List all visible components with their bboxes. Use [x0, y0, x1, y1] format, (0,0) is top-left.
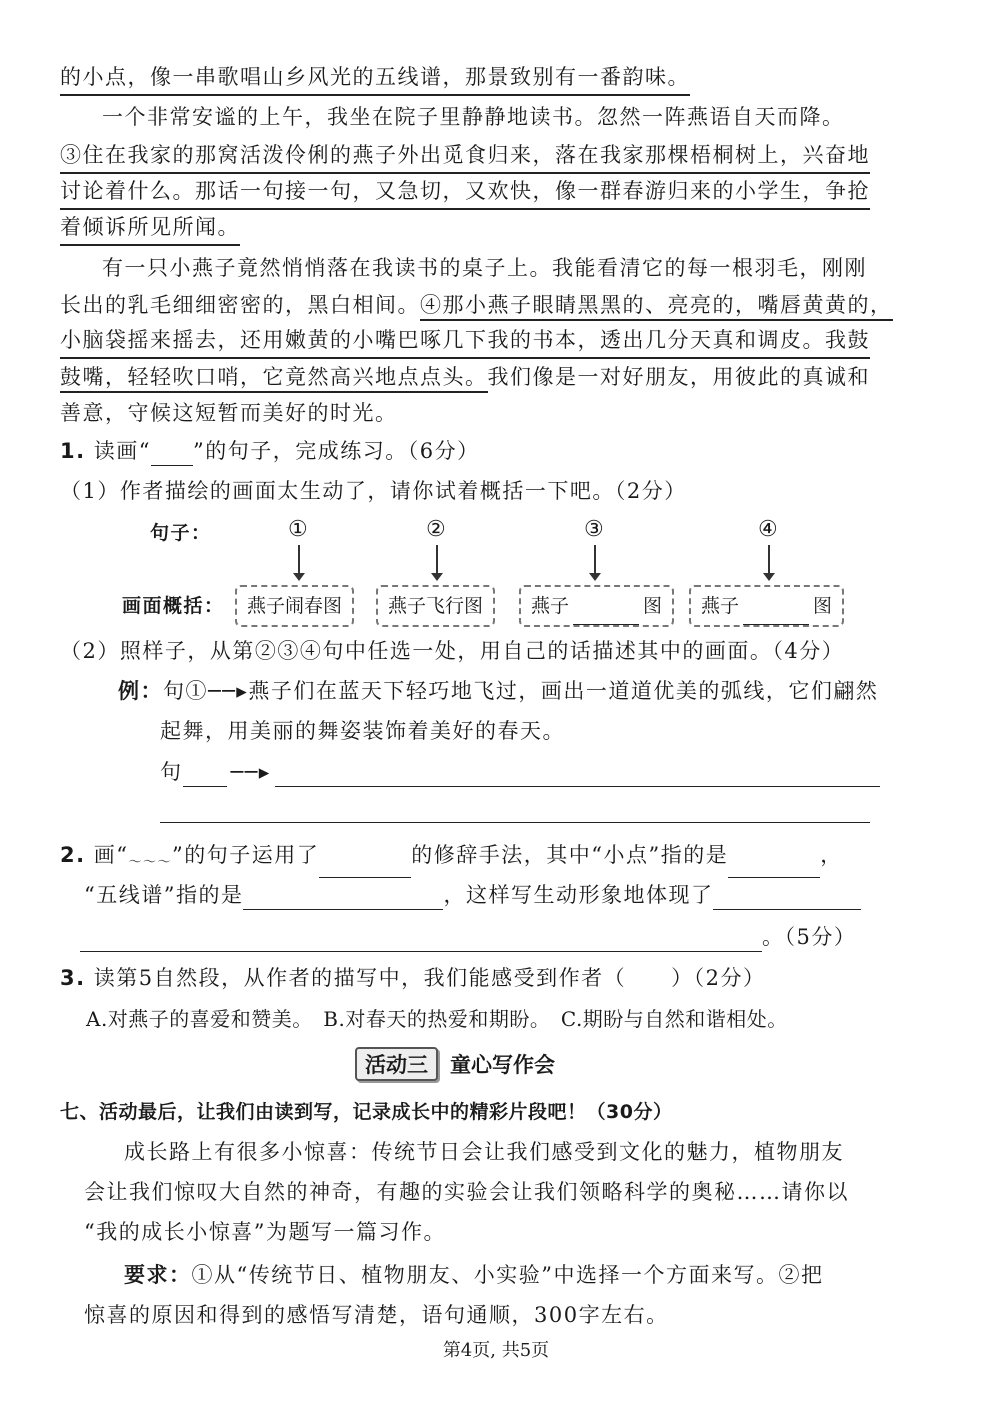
q2-line-3	[80, 922, 856, 952]
summary-box-2: 燕子飞行图	[376, 585, 495, 627]
q2-blank-reflect-b[interactable]	[80, 925, 762, 952]
summary-box-3-blank[interactable]	[573, 600, 639, 625]
q1-sub2: （2）照样子，从第②③④句中任选一处，用自己的话描述其中的画面。（4分）	[60, 639, 845, 663]
summary-box-4[interactable]	[689, 585, 844, 627]
q3-options[interactable]: A.对燕子的喜爱和赞美。 B.对春天的热爱和期盼。 C.期盼与自然和谐相处。	[86, 1007, 788, 1031]
q2-line-2	[84, 880, 861, 910]
q2-wavy-sample: ～～～	[128, 855, 173, 870]
q3-number: 3.	[60, 966, 86, 990]
marker-2: ②	[426, 517, 446, 542]
q1-number: 1.	[60, 439, 86, 463]
passage-line-9b: 我们像是一对好朋友，用彼此的真诚和	[487, 365, 870, 389]
example-line-2: 起舞，用美丽的舞姿装饰着美好的春天。	[160, 719, 565, 743]
answer-line-1[interactable]	[160, 757, 880, 787]
summary-box-3-prefix: 燕子	[531, 595, 570, 617]
arrow-right-icon: ──▸	[230, 760, 271, 784]
sentence-label: 句子：	[150, 522, 212, 544]
q7-para-2: 会让我们惊叹大自然的神奇，有趣的实验会让我们领略科学的奥秘……请你以	[84, 1180, 849, 1204]
q7-req-2: 惊喜的原因和得到的感悟写清楚，语句通顺，300字左右。	[84, 1303, 669, 1327]
summary-box-3[interactable]	[519, 585, 674, 627]
q2-line-1	[60, 840, 843, 878]
arrow-down-icon	[436, 545, 438, 575]
q3-line	[60, 963, 766, 993]
passage-line-7	[60, 290, 893, 320]
requirements-label: 要求：	[124, 1263, 192, 1287]
passage-line-7b: ④那小燕子眼睛黑黑的、亮亮的，嘴唇黄黄的，	[420, 293, 893, 321]
arrow-down-icon	[594, 545, 596, 575]
summary-box-4-blank[interactable]	[743, 600, 809, 625]
answer-text-blank[interactable]	[275, 760, 880, 787]
q1-sub1: （1）作者描绘的画面太生动了，请你试着概括一下吧。（2分）	[60, 479, 687, 503]
q2-blank-rhetoric[interactable]	[319, 851, 411, 878]
passage-line-1: 的小点，像一串歌唱山乡风光的五线谱，那景致别有一番韵味。	[60, 62, 690, 96]
q1-text-b: ”的句子，完成练习。（6分）	[193, 439, 480, 463]
summary-box-3-suffix: 图	[643, 595, 663, 617]
passage-line-6: 有一只小燕子竟然悄悄落在我读书的桌子上。我能看清它的每一根羽毛，刚刚	[102, 256, 867, 280]
q7-req-1	[124, 1260, 823, 1290]
q1-text-a: 读画“	[93, 439, 152, 463]
q2-blank-dot[interactable]	[728, 851, 820, 878]
answer-sentence-blank[interactable]	[183, 760, 227, 787]
marker-1: ①	[288, 517, 308, 542]
q2-text-g: 。（5分）	[762, 925, 857, 949]
passage-line-9	[60, 362, 870, 392]
passage-line-10: 善意，守候这短暂而美好的时光。	[60, 401, 398, 425]
q7-para-3: “我的成长小惊喜”为题写一篇习作。	[84, 1220, 446, 1244]
q2-text-c: 的修辞手法，其中“小点”指的是	[411, 843, 729, 867]
passage-line-5: 着倾诉所见所闻。	[60, 212, 240, 246]
q3-text: 读第5自然段，从作者的描写中，我们能感受到作者（ ）（2分）	[93, 966, 766, 990]
page-number: 第4页, 共5页	[442, 1340, 550, 1361]
answer-ju: 句	[160, 760, 183, 784]
q2-text-f: ，这样写生动形象地体现了	[443, 883, 714, 907]
summary-box-4-prefix: 燕子	[701, 595, 740, 617]
marker-4: ④	[758, 517, 778, 542]
q2-text-e: “五线谱”指的是	[84, 883, 244, 907]
example-label: 例：	[118, 679, 163, 703]
passage-line-4: 讨论着什么。那话一句接一句，又急切，又欢快，像一群春游归来的小学生，争抢	[60, 176, 870, 210]
summary-box-4-suffix: 图	[813, 595, 833, 617]
activity-heading	[355, 1047, 555, 1081]
arrow-down-icon	[298, 545, 300, 575]
passage-line-7a: 长出的乳毛细细密密的，黑白相间。	[60, 293, 420, 317]
passage-line-8: 小脑袋摇来摇去，还用嫩黄的小嘴巴啄几下我的书本，透出几分天真和调皮。我鼓	[60, 325, 870, 359]
summary-label: 画面概括：	[122, 595, 225, 617]
marker-3: ③	[584, 517, 604, 542]
activity-title: 童心写作会	[450, 1053, 555, 1077]
passage-line-2: 一个非常安谧的上午，我坐在院子里静静地读书。忽然一阵燕语自天而降。	[102, 105, 845, 129]
q7-heading: 七、活动最后，让我们由读到写，记录成长中的精彩片段吧！（30分）	[60, 1101, 673, 1123]
q2-text-d: ，	[820, 843, 843, 867]
answer-line-2[interactable]	[160, 822, 870, 823]
activity-tag: 活动三	[355, 1047, 438, 1081]
requirements-text-1: ①从“传统节日、植物朋友、小实验”中选择一个方面来写。②把	[191, 1263, 824, 1287]
q1-sample-line	[151, 439, 193, 466]
q2-text-b: ”的句子运用了	[172, 843, 320, 867]
q2-number: 2.	[60, 843, 86, 867]
q2-text-a: 画“	[93, 843, 129, 867]
passage-line-9a: 鼓嘴，轻轻吹口哨，它竟然高兴地点点头。	[60, 365, 488, 393]
q2-blank-staff[interactable]	[243, 883, 443, 910]
passage-line-3: ③住在我家的那窝活泼伶俐的燕子外出觅食归来，落在我家那棵梧桐树上，兴奋地	[60, 140, 870, 174]
q1-heading	[60, 436, 480, 466]
example-line-1	[118, 676, 878, 706]
summary-box-1: 燕子闹春图	[235, 585, 354, 627]
q2-blank-reflect-a[interactable]	[713, 883, 861, 910]
q7-para-1: 成长路上有很多小惊喜：传统节日会让我们感受到文化的魅力，植物朋友	[124, 1140, 844, 1164]
example-text-1: 句①──▸燕子们在蓝天下轻巧地飞过，画出一道道优美的弧线，它们翩然	[163, 679, 879, 703]
arrow-down-icon	[768, 545, 770, 575]
